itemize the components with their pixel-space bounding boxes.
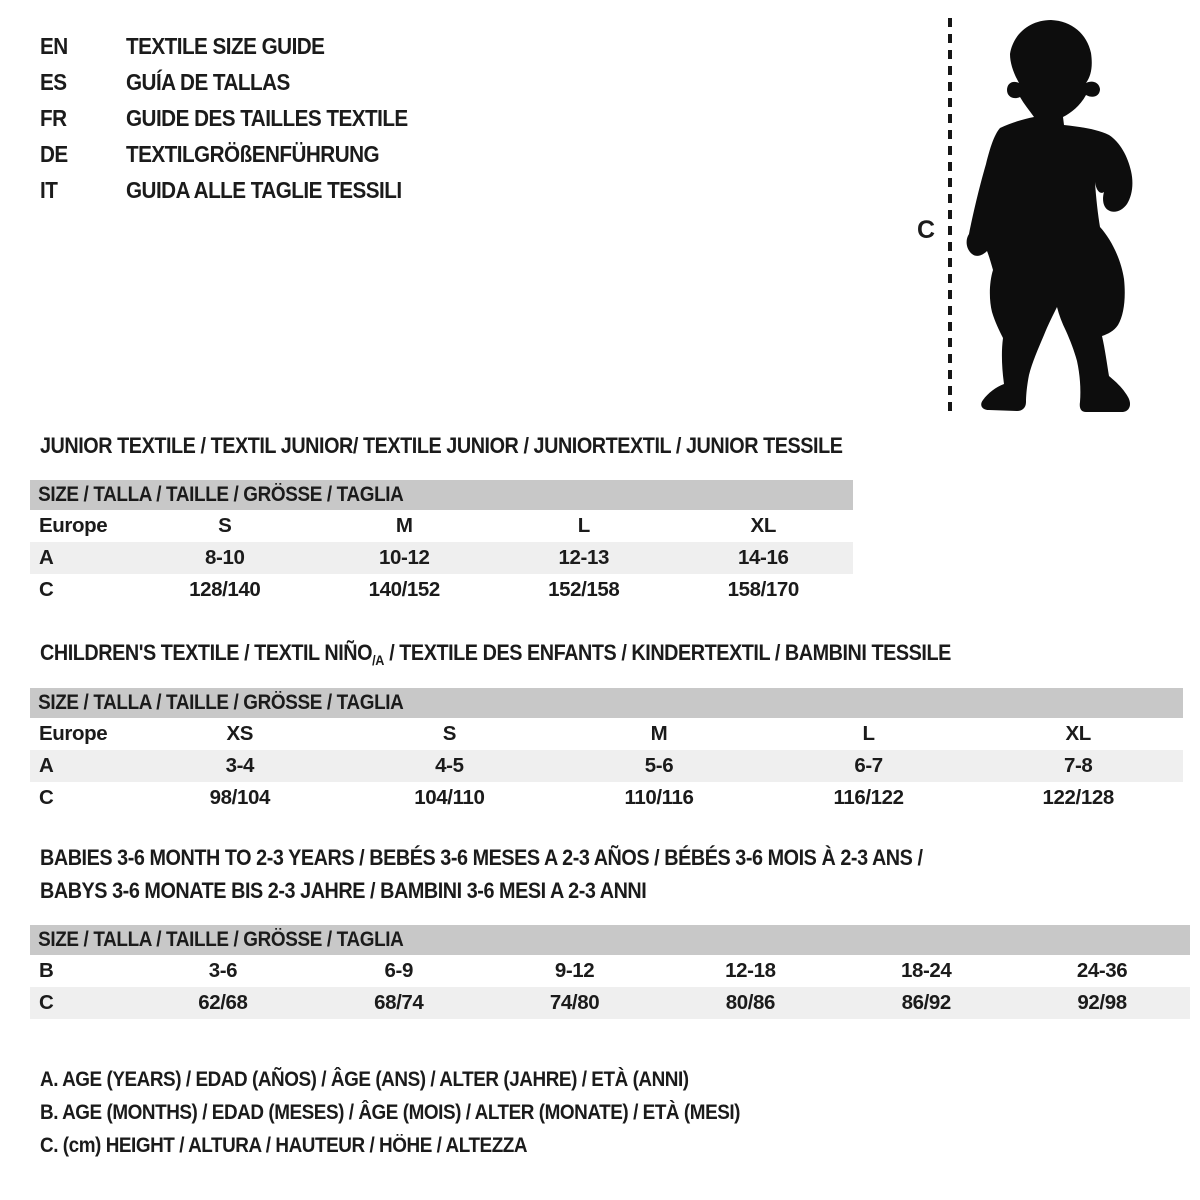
language-title-block	[40, 28, 439, 208]
language-row	[40, 172, 439, 208]
height-measure-dashed-line-icon	[948, 18, 952, 417]
value-cell: XL	[1065, 722, 1091, 745]
language-label: GUIDE DES TAILLES TEXTILE	[126, 104, 408, 131]
value-cell: S	[218, 514, 232, 537]
value-cell: 92/98	[1077, 991, 1127, 1014]
value-cell: 14-16	[738, 546, 789, 569]
section-title-children	[40, 640, 951, 668]
value-cell: 3-6	[208, 959, 238, 982]
table-row-height	[30, 987, 1190, 1019]
value-cell: 8-10	[205, 546, 245, 569]
value-cell: 6-9	[384, 959, 413, 982]
value-cell: 116/122	[833, 786, 904, 809]
row-label-cell: A	[39, 546, 54, 569]
value-cell: 152/158	[548, 578, 620, 601]
value-cell: 12-18	[725, 959, 776, 982]
size-header-label: SIZE / TALLA / TAILLE / GRÖSSE / TAGLIA	[38, 928, 404, 951]
size-header-bar	[30, 480, 853, 510]
value-cell: 9-12	[554, 959, 595, 982]
language-label: GUIDA ALLE TAGLIE TESSILI	[126, 176, 402, 203]
table-row-age-years	[30, 542, 853, 574]
language-code: FR	[40, 104, 67, 131]
value-cell: M	[395, 514, 413, 537]
value-cell: 86/92	[901, 991, 951, 1014]
row-label-cell: A	[39, 754, 54, 777]
section-title-babies-line2: BABYS 3-6 MONATE BIS 2-3 JAHRE / BAMBINI 3-6 MESI A 2-3 ANNI	[40, 878, 647, 903]
language-code: ES	[40, 68, 67, 95]
value-cell: 74/80	[549, 991, 600, 1014]
value-cell: 5-6	[644, 754, 674, 777]
language-row	[40, 64, 439, 100]
value-cell: 68/74	[374, 991, 424, 1014]
value-cell: 158/170	[727, 578, 799, 601]
size-header-label: SIZE / TALLA / TAILLE / GRÖSSE / TAGLIA	[38, 691, 404, 714]
language-row	[40, 136, 439, 172]
table-row-height	[30, 782, 1183, 814]
row-label-cell: Europe	[39, 514, 108, 537]
junior-size-table	[30, 480, 853, 606]
legend-line-a: A. AGE (YEARS) / EDAD (AÑOS) / ÂGE (ANS) / ALTER (JAHRE) / ETÀ (ANNI)	[40, 1068, 689, 1091]
value-cell: 62/68	[198, 991, 248, 1014]
language-code: IT	[40, 176, 58, 203]
height-measure-label: C	[917, 216, 936, 244]
section-title-junior: JUNIOR TEXTILE / TEXTIL JUNIOR/ TEXTILE JUNIOR / JUNIORTEXTIL / JUNIOR TESSILE	[40, 433, 843, 458]
value-cell: XS	[226, 722, 254, 745]
value-cell: S	[442, 722, 457, 745]
value-cell: L	[862, 722, 875, 745]
row-label-cell: Europe	[39, 722, 108, 745]
value-cell: 110/116	[624, 786, 694, 809]
table-row-europe	[30, 510, 853, 542]
value-cell: XL	[750, 514, 776, 537]
language-code: EN	[40, 32, 68, 59]
value-cell: 104/110	[414, 786, 485, 809]
section-title-children-text: / TEXTILE DES ENFANTS / KINDERTEXTIL / BAMBINI TESSILE	[384, 640, 951, 665]
language-label: TEXTILGRÖßENFÜHRUNG	[126, 140, 380, 167]
size-header-bar	[30, 925, 1190, 955]
value-cell: 3-4	[225, 754, 255, 777]
value-cell: 80/86	[725, 991, 776, 1014]
value-cell: 12-13	[558, 546, 609, 569]
value-cell: M	[650, 722, 668, 745]
row-label-cell: C	[39, 786, 54, 809]
legend-line-c: C. (cm) HEIGHT / ALTURA / HAUTEUR / HÖHE / ALTEZZA	[40, 1134, 528, 1157]
language-label: TEXTILE SIZE GUIDE	[126, 32, 325, 59]
value-cell: 7-8	[1063, 754, 1093, 777]
table-row-age-months	[30, 955, 1190, 987]
table-row-age-years	[30, 750, 1183, 782]
toddler-silhouette-icon	[963, 18, 1137, 418]
table-row-europe	[30, 718, 1183, 750]
table-row-height	[30, 574, 853, 606]
value-cell: 128/140	[189, 578, 261, 601]
row-label-cell: C	[39, 991, 54, 1014]
value-cell: 24-36	[1076, 959, 1128, 982]
legend-block	[40, 1068, 818, 1167]
value-cell: 18-24	[901, 959, 952, 982]
babies-size-table	[30, 925, 1190, 1019]
section-title-children-text: CHILDREN'S TEXTILE / TEXTIL NIÑO	[40, 640, 373, 665]
language-row	[40, 100, 439, 136]
value-cell: 4-5	[435, 754, 464, 777]
language-row	[40, 28, 439, 64]
section-title-children-subscript: /A	[372, 652, 385, 668]
value-cell: 122/128	[1042, 786, 1114, 809]
row-label-cell: B	[39, 959, 54, 982]
value-cell: 98/104	[209, 786, 270, 809]
value-cell: 6-7	[854, 754, 883, 777]
language-label: GUÍA DE TALLAS	[126, 68, 290, 95]
value-cell: L	[577, 514, 590, 537]
language-code: DE	[40, 140, 68, 167]
row-label-cell: C	[39, 578, 54, 601]
legend-line-b: B. AGE (MONTHS) / EDAD (MESES) / ÂGE (MOIS) / ALTER (MONATE) / ETÀ (MESI)	[40, 1101, 741, 1124]
section-title-babies-line1: BABIES 3-6 MONTH TO 2-3 YEARS / BEBÉS 3-6 MESES A 2-3 AÑOS / BÉBÉS 3-6 MOIS À 2-3 ANS /	[40, 845, 923, 870]
value-cell: 140/152	[368, 578, 440, 601]
size-header-bar	[30, 688, 1183, 718]
children-size-table	[30, 688, 1183, 814]
value-cell: 10-12	[379, 546, 430, 569]
size-header-label: SIZE / TALLA / TAILLE / GRÖSSE / TAGLIA	[38, 483, 404, 506]
